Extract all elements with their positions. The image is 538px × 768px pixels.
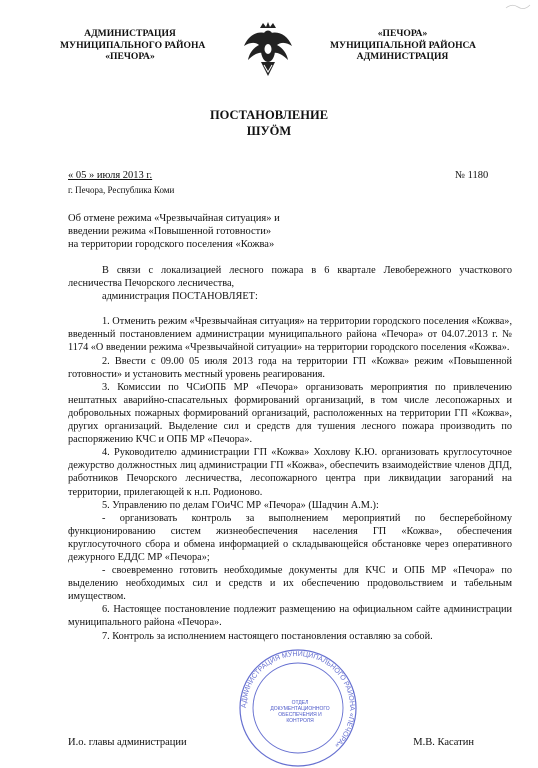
document-place: г. Печора, Республика Коми — [68, 185, 175, 195]
komi-coat-of-arms-icon — [241, 20, 295, 80]
stamp-line: ДОКУМЕНТАЦИОННОГО — [270, 706, 330, 712]
item-paragraph: 3. Комиссии по ЧСиОПБ МР «Печора» организовать мероприятия по привлечению нештатных аварийно-спасательных формирований организаций, в том числе лесопожарных и добровольных пожарных формирований организаций, расположенных на территории ГП «Кожва», других организаций. Выделение сил и средств для тушения лесного пожара производить по распоряжению КЧС и ОПБ МР «Печора». — [68, 381, 512, 446]
subject-line: введении режима «Повышенной готовности» — [68, 226, 272, 238]
title-line-2: ШУÖМ — [246, 124, 292, 138]
title-line-1: ПОСТАНОВЛЕНИЕ — [209, 108, 329, 122]
stamp-line: ОБЕСПЕЧЕНИЯ И — [278, 712, 322, 718]
subject-line: Об отмене режима «Чрезвычайная ситуация» и — [68, 213, 280, 224]
item-paragraph: 2. Ввести с 09.00 05 июля 2013 года на территории ГП «Кожва» режим «Повышенной готовности» и установить местный уровень реагирования. — [68, 355, 512, 380]
header-right-line: МУНИЦИПАЛЬНОЙ РАЙОНСА — [330, 39, 476, 51]
header-left-line: «ПЕЧОРА» — [105, 51, 155, 62]
document-body — [68, 264, 512, 643]
stamp-line: ОТДЕЛ — [291, 700, 309, 706]
stamp-line: КОНТРОЛЯ — [286, 718, 314, 724]
item-paragraph: 6. Настоящее постановление подлежит размещению на официальном сайте администрации муниципального района «Печора». — [68, 604, 512, 629]
intro-paragraph: В связи с локализацией лесного пожара в 6 квартале Левобережного участкового лесничества Печорского лесничества, — [68, 265, 512, 290]
item-paragraph: - организовать контроль за выполнением мероприятий по бесперебойному функционированию систем жизнеобеспечения населения ГП «Кожва», обеспечения круглосуточного сбора и обмена информацией о складывающейся обстановке через оперативного дежурного ЕДДС МР «Печора»; — [68, 512, 512, 563]
item-paragraph: 5. Управлению по делам ГОиЧС МР «Печора» (Шадчин А.М.): — [102, 499, 379, 511]
stamp-ring-text: АДМИНИСТРАЦИЯ МУНИЦИПАЛЬНОГО РАЙОНА «ПЕЧОРА» — [240, 650, 356, 749]
stamp-center-text — [265, 700, 335, 724]
header-left-line: МУНИЦИПАЛЬНОГО РАЙОНА — [60, 39, 206, 51]
corner-scribble — [504, 2, 532, 10]
header-left-line: АДМИНИСТРАЦИЯ — [84, 28, 176, 39]
header-right-line: АДМИНИСТРАЦИЯ — [356, 51, 449, 62]
document-subject — [68, 212, 328, 252]
item-paragraph: 7. Контроль за исполнением настоящего постановления оставляю за собой. — [102, 630, 433, 642]
item-paragraph: - своевременно готовить необходимые документы для КЧС и ОПБ МР «Печора» по выделению необходимых сил и средств и их обеспечению продовольствием и табельным имуществом. — [68, 565, 512, 603]
resolve-line: администрация ПОСТАНОВЛЯЕТ: — [102, 291, 258, 303]
document-date — [68, 170, 152, 181]
subject-line: на территории городского поселения «Кожва» — [68, 239, 275, 251]
signature-name: М.В. Касатин — [413, 737, 474, 748]
item-paragraph: 4. Руководителю администрации ГП «Кожва» Хохлову К.Ю. организовать круглосуточное дежурство должностных лиц администрации ГП «Кожва», обеспечить взаимодействие членов ДПД, работников Печорского лесничества, лесопожарного центра при ликвидации загораний на территории, прилегающей к н.п. Родионово. — [68, 447, 512, 498]
signature-position: И.о. главы администрации — [68, 737, 187, 748]
header-left — [60, 28, 206, 63]
document-date-value: « 05 » июля 2013 г. — [68, 170, 153, 181]
header-right — [330, 28, 475, 63]
header-right-line: «ПЕЧОРА» — [377, 28, 428, 39]
item-paragraph: 1. Отменить режим «Чрезвычайная ситуация» на территории городского поселения «Кожва», введенный постановлением администрации муниципального района «Печора» от 04.07.2013 г. № 1174 «О введении режима «Чрезвычайной ситуации» на территории городского поселения «Кожва». — [68, 316, 513, 354]
document-title — [0, 107, 538, 139]
document-number: № 1180 — [455, 170, 489, 181]
